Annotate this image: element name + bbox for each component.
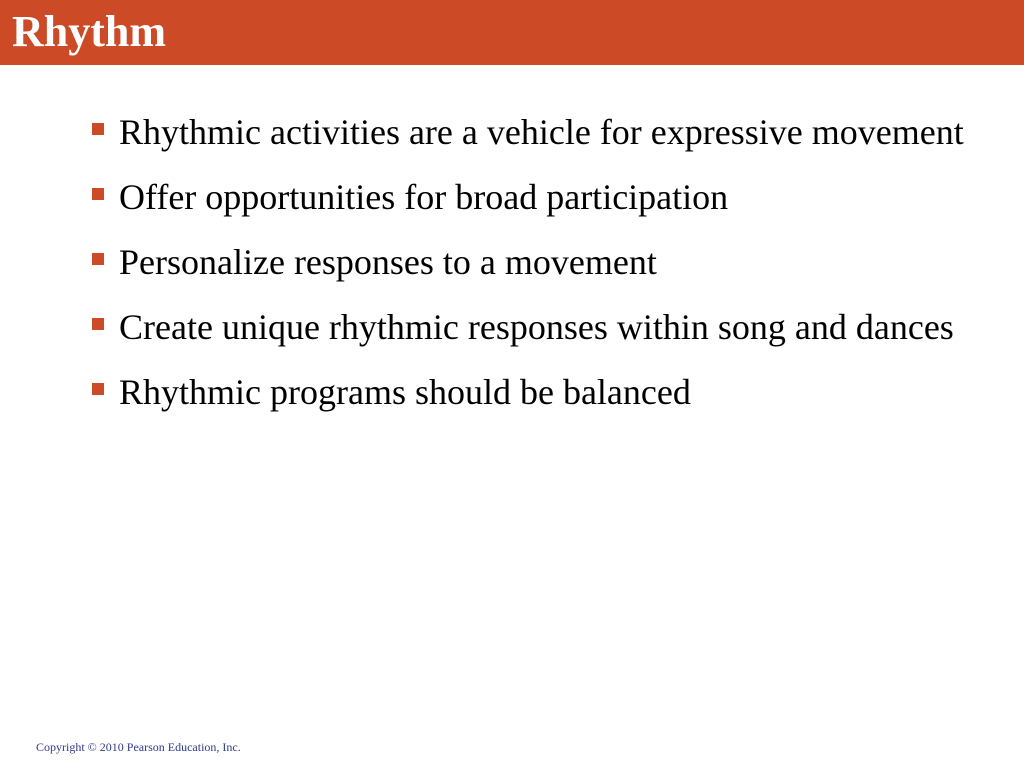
square-bullet-icon: [92, 188, 104, 200]
bullet-item: [90, 240, 1000, 285]
bullet-text: Personalize responses to a movement: [119, 242, 657, 282]
copyright-footer: Copyright © 2010 Pearson Education, Inc.: [36, 740, 241, 754]
bullet-item: [90, 305, 1000, 350]
bullet-text: Rhythmic activities are a vehicle for expressive movement: [119, 112, 964, 152]
square-bullet-icon: [92, 253, 104, 265]
slide-title: Rhythm: [12, 7, 167, 56]
bullet-item: [90, 370, 1000, 415]
square-bullet-icon: [92, 318, 104, 330]
bullet-text: Offer opportunities for broad participation: [119, 177, 729, 217]
bullet-list: [90, 110, 1000, 435]
square-bullet-icon: [92, 123, 104, 135]
square-bullet-icon: [92, 383, 104, 395]
bullet-text: Rhythmic programs should be balanced: [119, 372, 691, 412]
title-bar: [0, 0, 1024, 65]
bullet-text: Create unique rhythmic responses within song and dances: [119, 307, 954, 347]
bullet-item: [90, 175, 1000, 220]
bullet-item: [90, 110, 1000, 155]
